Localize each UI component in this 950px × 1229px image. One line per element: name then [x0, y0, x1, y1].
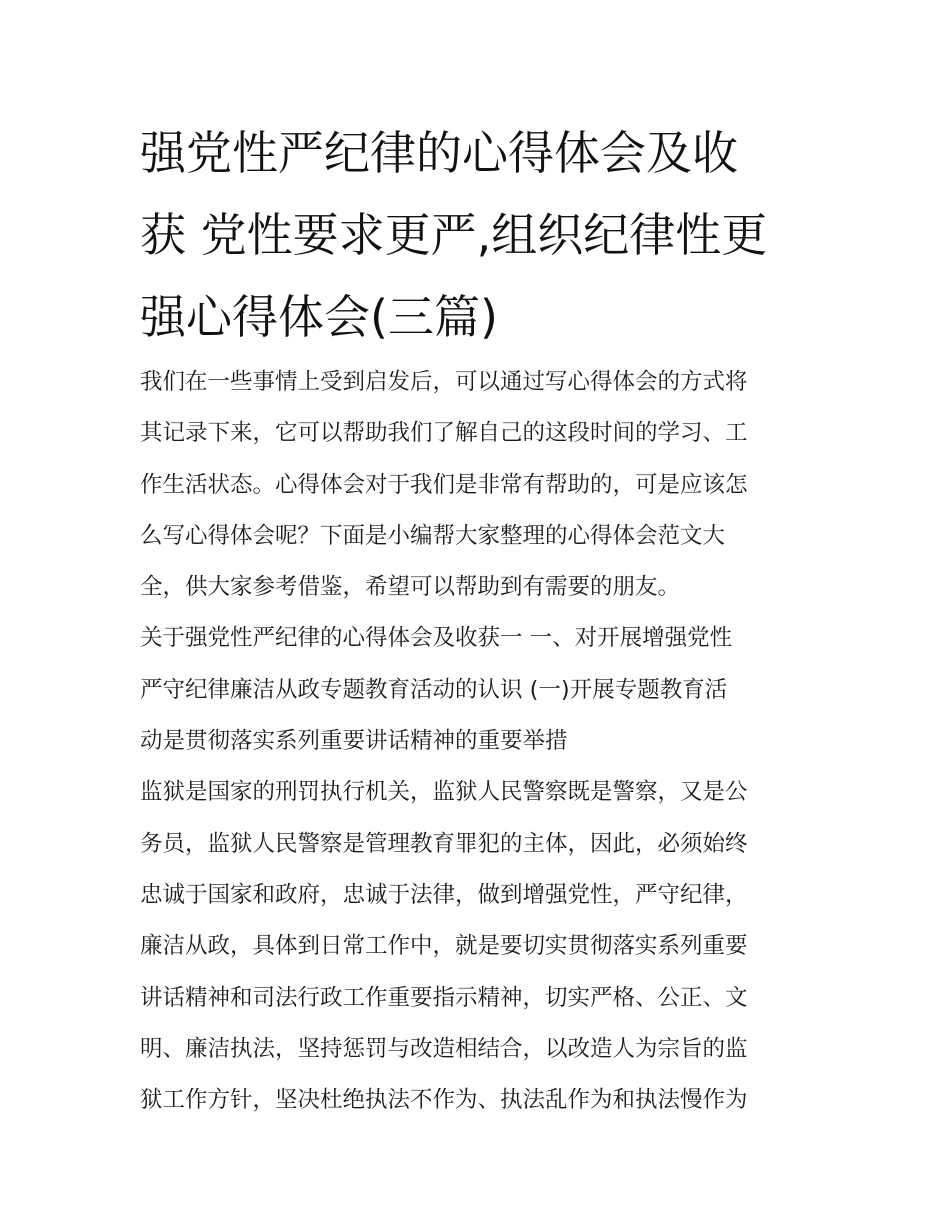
text-line: 其记录下来，它可以帮助我们了解自己的这段时间的学习、工	[140, 420, 748, 447]
paragraph-intro	[140, 357, 830, 613]
title-line: 强心得体会(三篇)	[140, 290, 498, 344]
text-line: 务员，监狱人民警察是管理教育罪犯的主体，因此，必须始终	[140, 830, 748, 857]
document-body	[140, 357, 830, 1126]
title-line: 获 党性要求更严,组织纪律性更	[140, 208, 768, 262]
text-line: 狱工作方针，坚决杜绝执法不作为、执法乱作为和执法慢作为	[140, 1087, 748, 1114]
text-line: 动是贯彻落实系列重要讲话精神的重要举措	[140, 728, 568, 755]
title-line: 强党性严纪律的心得体会及收	[140, 126, 738, 180]
text-line: 讲话精神和司法行政工作重要指示精神，切实严格、公正、文	[140, 984, 748, 1011]
paragraph-body	[140, 767, 830, 1126]
text-line: 作生活状态。心得体会对于我们是非常有帮助的，可是应该怎	[140, 471, 748, 498]
text-line: 忠诚于国家和政府，忠诚于法律，做到增强党性，严守纪律，	[140, 881, 748, 908]
text-line: 全，供大家参考借鉴，希望可以帮助到有需要的朋友。	[140, 574, 681, 601]
text-line: 廉洁从政，具体到日常工作中，就是要切实贯彻落实系列重要	[140, 933, 748, 960]
paragraph-section-heading	[140, 613, 830, 767]
document-title	[140, 112, 820, 358]
text-line: 么写心得体会呢？下面是小编帮大家整理的心得体会范文大	[140, 522, 726, 549]
text-line: 我们在一些事情上受到启发后，可以通过写心得体会的方式将	[140, 369, 748, 395]
text-line: 监狱是国家的刑罚执行机关，监狱人民警察既是警察，又是公	[140, 779, 748, 806]
text-line: 明、廉洁执法，坚持惩罚与改造相结合，以改造人为宗旨的监	[140, 1035, 748, 1062]
text-line: 严守纪律廉洁从政专题教育活动的认识 (一)开展专题教育活	[140, 676, 728, 703]
text-line: 关于强党性严纪律的心得体会及收获一 一、对开展增强党性	[140, 625, 733, 652]
